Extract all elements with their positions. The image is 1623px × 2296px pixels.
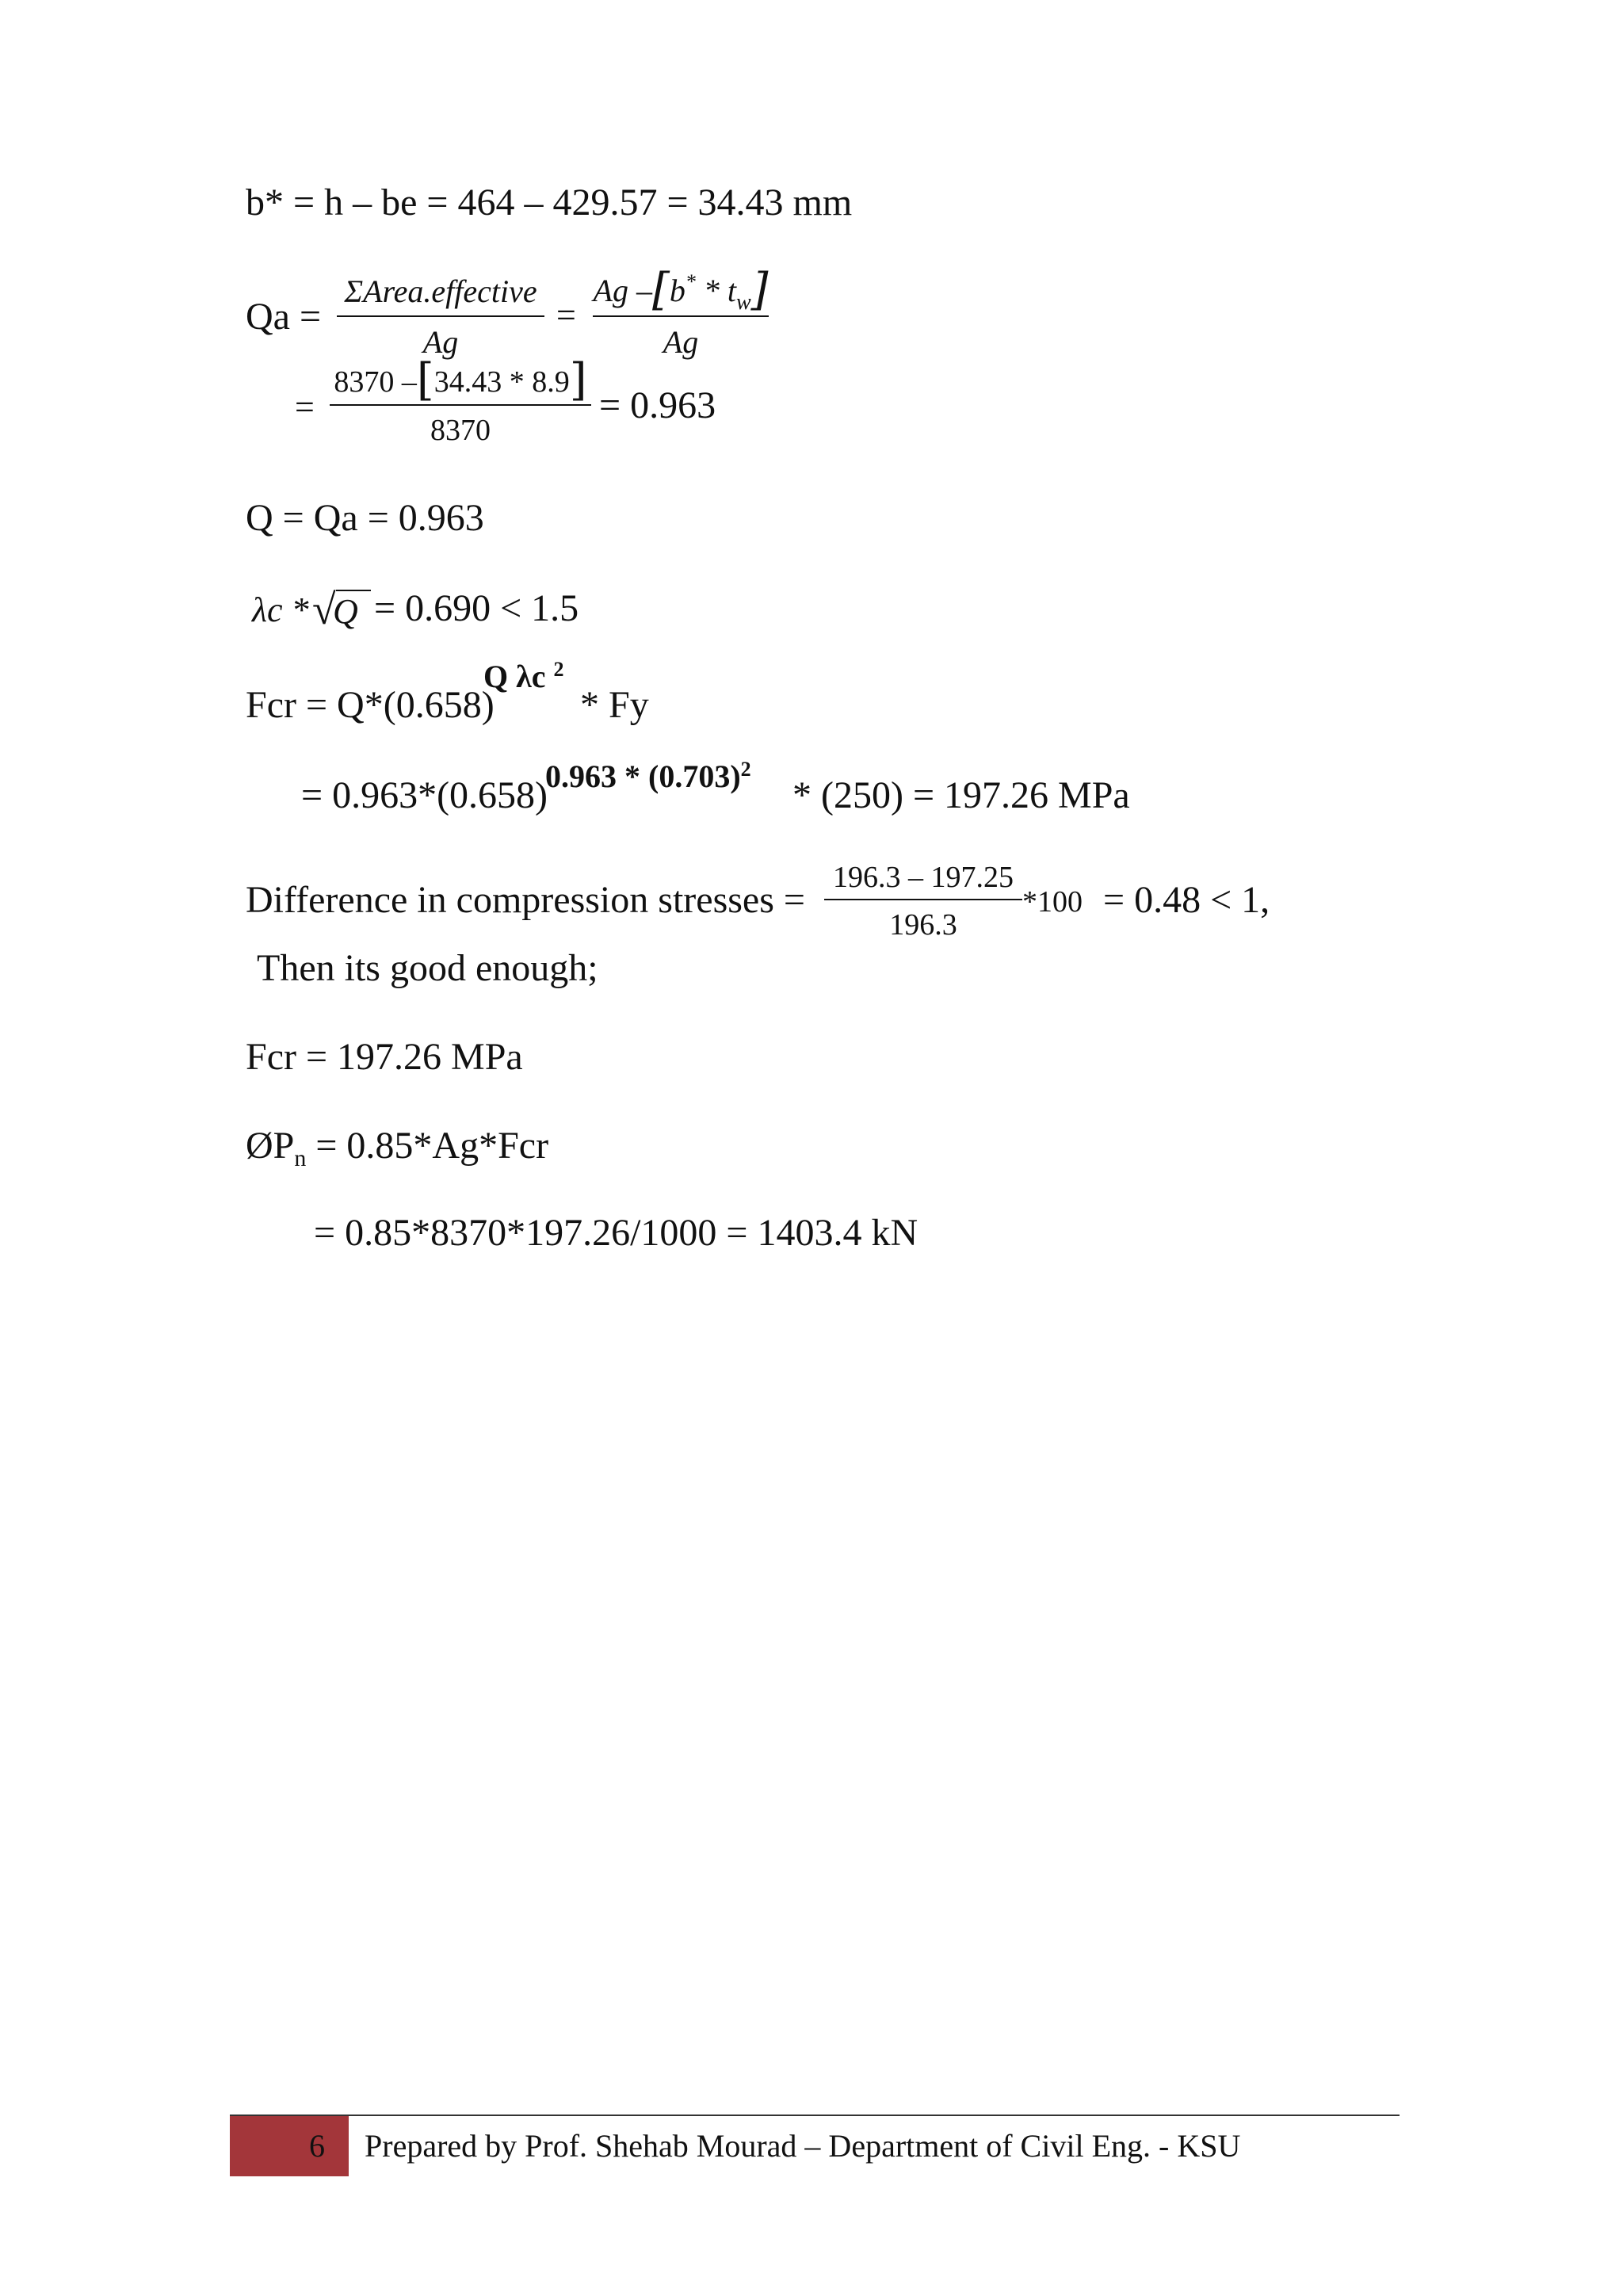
difference-denominator: 196.3 [889, 908, 957, 942]
fcr-exponent-text: Q λc [483, 659, 546, 694]
fcr-calc-exponent [545, 758, 751, 795]
qa-fraction-numeric [330, 354, 591, 447]
sqrt-q: Q [333, 592, 358, 631]
qa-ag-minus: Ag – [593, 273, 652, 308]
equation-pn-calc: = 0.85*8370*197.26/1000 = 1403.4 kN [314, 1212, 918, 1254]
fcr-exponent-power: 2 [553, 658, 564, 681]
fcr-calc-exponent-power: 2 [740, 758, 751, 781]
difference-multiplier: *100 [1022, 885, 1083, 919]
fcr-formula-rhs: * Fy [580, 684, 649, 726]
fcr-formula-exponent [483, 658, 564, 695]
fraction-bar [337, 315, 544, 317]
qa-fraction-effective [593, 264, 769, 360]
qa-b: b [669, 273, 685, 308]
qa-fraction-area-denominator: Ag [422, 324, 459, 360]
qa-b-star: * [685, 270, 696, 293]
fcr-calc-exponent-text: 0.963 * (0.703) [545, 758, 741, 794]
qa-numeric-product: 34.43 * 8.9 [433, 365, 570, 399]
qa-numeric-8370: 8370 – [334, 365, 417, 399]
qa-fraction-area [337, 273, 544, 360]
right-bracket: ] [750, 264, 769, 315]
phi-pn-rhs: = 0.85*Ag*Fcr [306, 1125, 549, 1167]
footer-credit: Prepared by Prof. Shehab Mourad – Department of Civil Eng. - KSU [365, 2128, 1241, 2164]
equation-bstar: b* = h – be = 464 – 429.57 = 34.43 mm [246, 181, 853, 223]
difference-label: Difference in compression stresses = [246, 879, 805, 921]
qa-fraction-numeric-denominator: 8370 [430, 414, 491, 447]
good-enough-text: Then its good enough; [257, 947, 598, 989]
fcr-calc-rhs: * (250) = 197.26 MPa [792, 774, 1130, 816]
fraction-bar [330, 404, 591, 406]
footer-rule [230, 2115, 1400, 2116]
equals-sign: = [556, 296, 576, 334]
fraction-bar [824, 899, 1022, 900]
qa-result: = 0.963 [599, 384, 716, 426]
qa-tw-sub: w [735, 290, 751, 315]
fcr-formula-lhs: Fcr = Q*(0.658) [246, 684, 495, 726]
left-bracket: [ [416, 354, 434, 406]
qa-fraction-effective-denominator: Ag [663, 324, 699, 360]
difference-result: = 0.48 < 1, [1103, 879, 1270, 921]
lambda-rhs: = 0.690 < 1.5 [374, 587, 579, 629]
equation-fcr-final: Fcr = 197.26 MPa [246, 1036, 523, 1078]
right-bracket: ] [569, 354, 587, 406]
qa-fraction-numeric-numerator [330, 354, 591, 406]
qa-fraction-area-numerator: ΣArea.effective [344, 273, 537, 309]
fcr-calc-lhs: = 0.963*(0.658) [301, 774, 548, 816]
footer-page-number: 6 [309, 2128, 325, 2164]
difference-numerator: 196.3 – 197.25 [833, 861, 1014, 894]
qa-fraction-effective-numerator [593, 264, 769, 315]
qa-label: Qa = [246, 296, 322, 338]
lambda-c-term: λc * [252, 590, 309, 629]
difference-fraction [824, 862, 1022, 940]
equation-phi-pn [246, 1124, 548, 1172]
equation-q: Q = Qa = 0.963 [246, 497, 484, 539]
qa-tw: * t [703, 273, 736, 308]
equals-sign: = [295, 388, 315, 426]
footer-page-box [230, 2116, 349, 2176]
left-bracket: [ [651, 264, 670, 315]
phi-pn-subscript: n [294, 1145, 307, 1171]
fraction-bar [593, 315, 769, 317]
phi-pn-symbol: ØP [246, 1125, 295, 1167]
sqrt-icon: √ [312, 586, 336, 633]
